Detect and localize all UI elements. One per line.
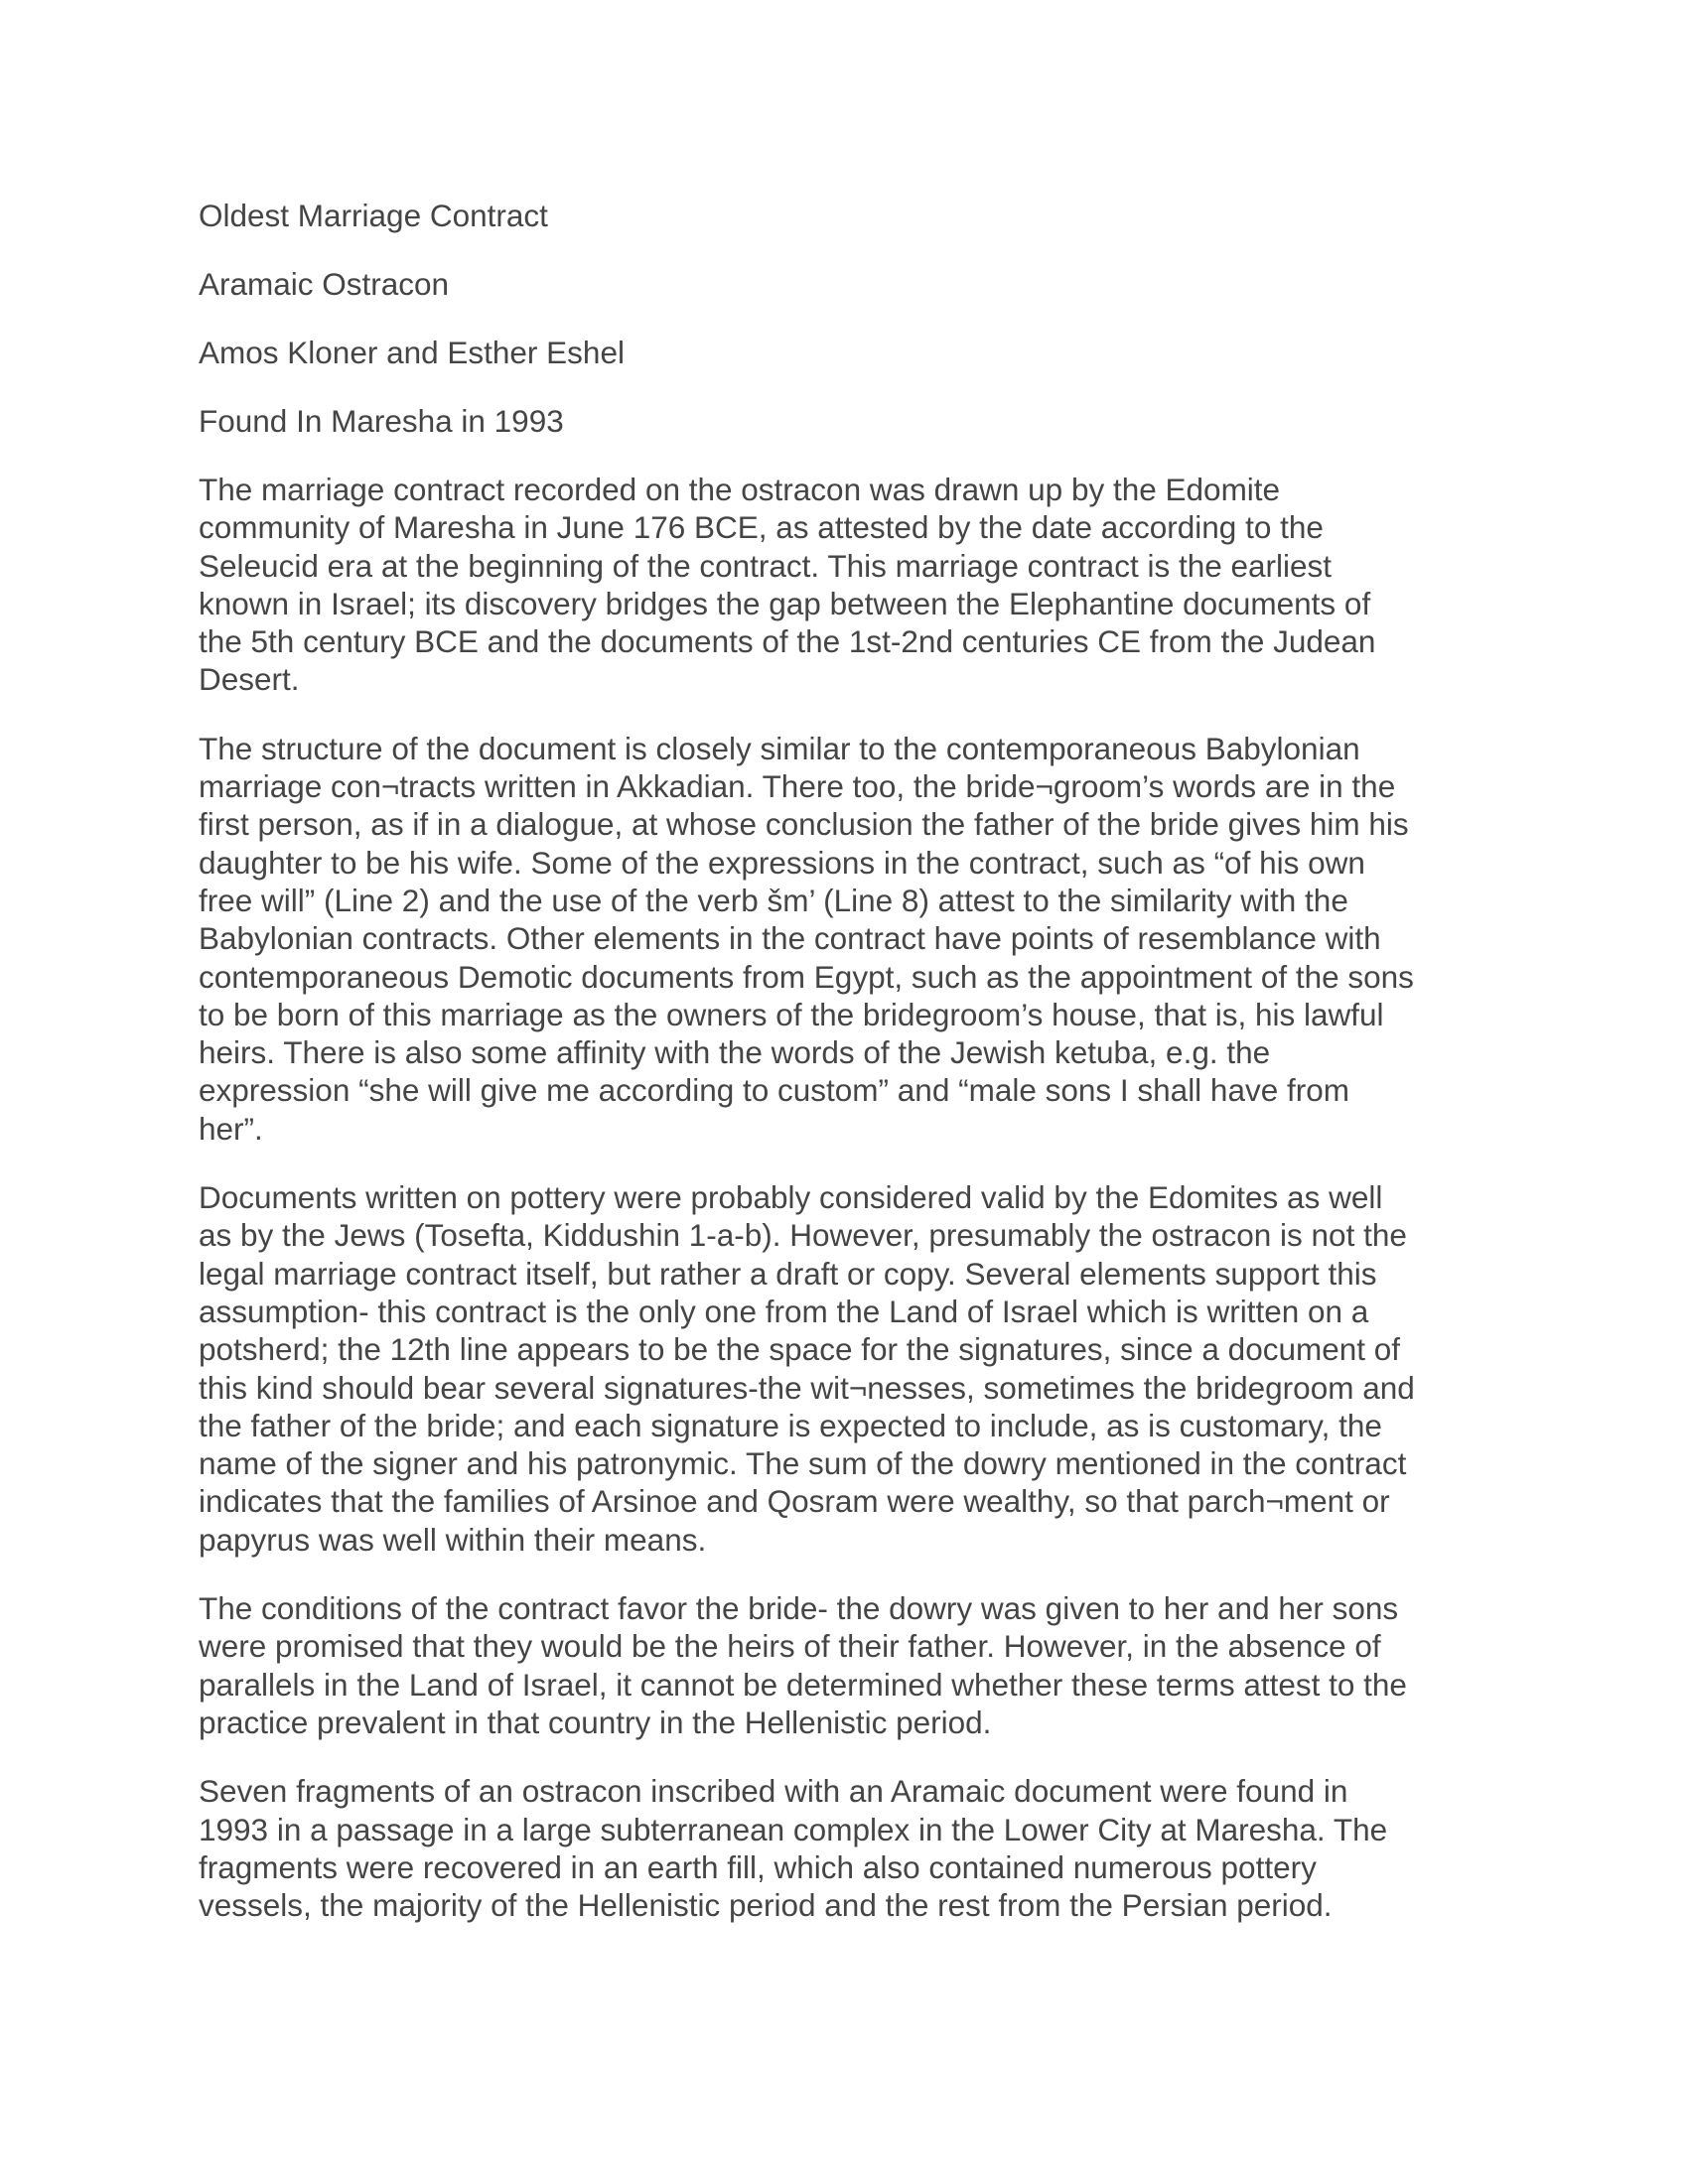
paragraph-line: legal marriage contract itself, but rather a draft or copy. Several elements support this (199, 1255, 1377, 1292)
paragraph-line: daughter to be his wife. Some of the expressions in the contract, such as “of his own (199, 844, 1365, 881)
paragraph-line: The conditions of the contract favor the bride- the dowry was given to her and her sons (199, 1590, 1399, 1627)
paragraph-line: community of Maresha in June 176 BCE, as attested by the date according to the (199, 509, 1324, 546)
paragraph-line: Seleucid era at the beginning of the contract. This marriage contract is the earliest (199, 547, 1333, 584)
paragraph-line: vessels, the majority of the Hellenistic period and the rest from the Persian period. (199, 1887, 1333, 1924)
document-find-info: Found In Maresha in 1993 (199, 403, 564, 439)
paragraph-line: her”. (199, 1110, 263, 1147)
document-title: Oldest Marriage Contract (199, 198, 548, 233)
paragraph-1 (199, 471, 1489, 699)
paragraph-line: were promised that they would be the heirs of their father. However, in the absence of (199, 1628, 1381, 1665)
paragraph-line: to be born of this marriage as the owners of the bridegroom’s house, that is, his lawful (199, 996, 1384, 1032)
paragraph-line: Babylonian contracts. Other elements in the contract have points of resemblance with (199, 920, 1381, 957)
paragraph-line: known in Israel; its discovery bridges the gap between the Elephantine documents of (199, 585, 1371, 621)
paragraph-4 (199, 1589, 1489, 1741)
paragraph-line: the father of the bride; and each signature is expected to include, as is customary, the (199, 1407, 1382, 1443)
paragraph-line: Documents written on pottery were probably considered valid by the Edomites as well (199, 1179, 1383, 1216)
document-subtitle: Aramaic Ostracon (199, 266, 450, 302)
paragraph-line: indicates that the families of Arsinoe and Qosram were wealthy, so that parch¬ment or (199, 1483, 1390, 1520)
paragraph-5 (199, 1772, 1489, 1924)
paragraph-line: first person, as if in a dialogue, at whose conclusion the father of the bride gives him his (199, 806, 1409, 843)
paragraph-line: fragments were recovered in an earth fill, which also contained numerous pottery (199, 1848, 1317, 1885)
paragraph-line: The marriage contract recorded on the ostracon was drawn up by the Edomite (199, 472, 1281, 507)
paragraph-line: as by the Jews (Tosefta, Kiddushin 1-a-b). However, presumably the ostracon is not the (199, 1217, 1407, 1254)
paragraph-line: 1993 in a passage in a large subterranean complex in the Lower City at Maresha. The (199, 1811, 1388, 1847)
paragraph-line: name of the signer and his patronymic. The sum of the dowry mentioned in the contract (199, 1445, 1407, 1482)
paragraph-line: assumption- this contract is the only one from the Land of Israel which is written on a (199, 1293, 1369, 1329)
paragraph-line: heirs. There is also some affinity with the words of the Jewish ketuba, e.g. the (199, 1034, 1271, 1071)
paragraph-line: the 5th century BCE and the documents of the 1st-2nd centuries CE from the Judean (199, 623, 1376, 660)
document-authors: Amos Kloner and Esther Eshel (199, 335, 625, 370)
paragraph-line: expression “she will give me according to custom” and “male sons I shall have from (199, 1072, 1349, 1109)
paragraph-line: practice prevalent in that country in the Hellenistic period. (199, 1704, 992, 1740)
paragraph-line: Seven fragments of an ostracon inscribed with an Aramaic document were found in (199, 1773, 1348, 1810)
paragraph-2 (199, 730, 1489, 1148)
paragraph-line: marriage con¬tracts written in Akkadian. There too, the bride¬groom’s words are in the (199, 768, 1396, 805)
paragraph-line: Desert. (199, 661, 300, 698)
paragraph-line: The structure of the document is closely similar to the contemporaneous Babylonian (199, 730, 1360, 766)
paragraph-line: potsherd; the 12th line appears to be the space for the signatures, since a document of (199, 1331, 1401, 1368)
paragraph-line: papyrus was well within their means. (199, 1521, 707, 1558)
paragraph-line: this kind should bear several signatures-the wit¬nesses, sometimes the bridegroom and (199, 1369, 1415, 1406)
paragraph-line: contemporaneous Demotic documents from Egypt, such as the appointment of the sons (199, 958, 1414, 995)
paragraph-line: parallels in the Land of Israel, it cannot be determined whether these terms attest to the (199, 1666, 1407, 1703)
paragraph-3 (199, 1178, 1489, 1559)
paragraph-line: free will” (Line 2) and the use of the verb šm’ (Line 8) attest to the similarity with the (199, 882, 1348, 918)
document-page (199, 197, 1489, 1955)
